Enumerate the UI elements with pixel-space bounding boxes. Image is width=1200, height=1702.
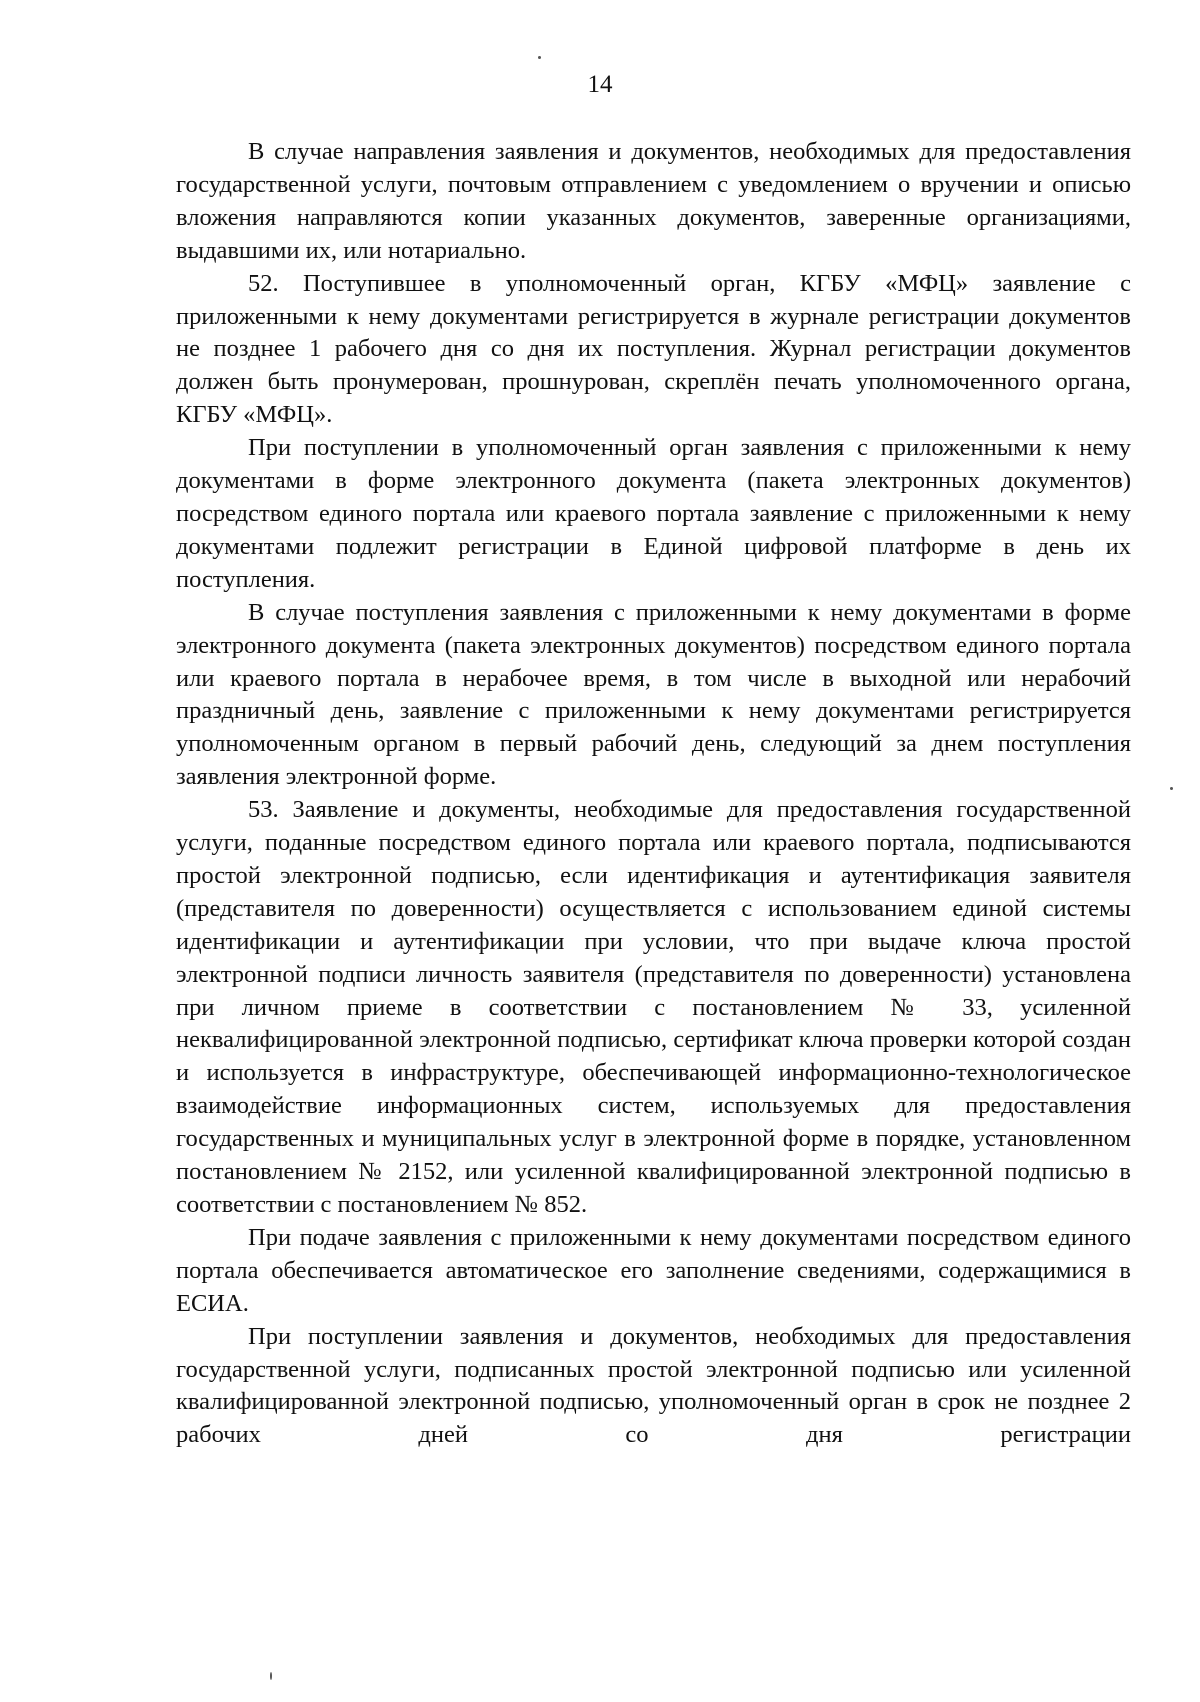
paragraph-postal-delivery: В случае направления заявления и документов, необходимых для предоставления государственной услуги, почтовым отправлением с уведомлением о вручении и описью вложения направляются копии указанных документов, заверенные организациями, выдавшими их, или нотариально. — [176, 138, 1131, 264]
page-number: 14 — [587, 71, 613, 98]
scan-speck — [1170, 787, 1173, 790]
paragraph-signed-documents: При поступлении заявления и документов, необходимых для предоставления государственной услуги, подписанных простой электронной подписью или усиленной квалифицированной электронной подписью, уполномоченный орган в срок не позднее 2 рабочих дней со дня регистрации — [176, 1322, 1131, 1449]
paragraph-53-signatures: 53. Заявление и документы, необходимые для предоставления государственной услуги, поданные посредством единого портала или краевого портала, подписываются простой электронной подписью, если идентификация и аутентификация заявителя (представителя по доверенности) осуществляется с использованием единой системы идентификации и аутентификации при условии, что при выдаче ключа простой электронной подписи личность заявителя (представителя по доверенности) установлена при личном приеме в соответствии с постановлением № 33, усиленной неквалифицированной электронной подписью, сертификат ключа проверки которой создан и используется в инфраструктуре, обеспечивающей информационно-технологическое взаимодействие информационных систем, используемых для предоставления государственных и муниципальных услуг в электронной форме в порядке, установленном постановлением № 2152, или усиленной квалифицированной электронной подписью в соответствии с постановлением № 852. — [176, 796, 1131, 1218]
paragraph-52-registration: 52. Поступившее в уполномоченный орган, КГБУ «МФЦ» заявление с приложенными к нему документами регистрируется в журнале регистрации документов не позднее 1 рабочего дня со дня их поступления. Журнал регистрации документов должен быть пронумерован, прошнурован, скреплён печать уполномоченного органа, КГБУ «МФЦ». — [176, 269, 1131, 429]
paragraph-esia-autofill: При подаче заявления с приложенными к нему документами посредством единого портала обеспечивается автоматическое его заполнение сведениями, содержащимися в ЕСИА. — [176, 1223, 1131, 1317]
paragraph-non-working-time: В случае поступления заявления с приложенными к нему документами в форме электронного документа (пакета электронных документов) посредством единого портала или краевого портала в нерабочее время, в том числе в выходной или нерабочий праздничный день, заявление с приложенными к нему документами регистрируется уполномоченным органом в первый рабочий день, следующий за днем поступления заявления электронной форме. — [176, 598, 1131, 791]
document-body — [176, 136, 1131, 1452]
paragraph-electronic-registration: При поступлении в уполномоченный орган заявления с приложенными к нему документами в форме электронного документа (пакета электронных документов) посредством единого портала или краевого портала заявление с приложенными к нему документами подлежит регистрации в Единой цифровой платформе в день их поступления. — [176, 434, 1131, 593]
scan-speck — [538, 56, 541, 59]
scan-speck — [270, 1672, 272, 1680]
